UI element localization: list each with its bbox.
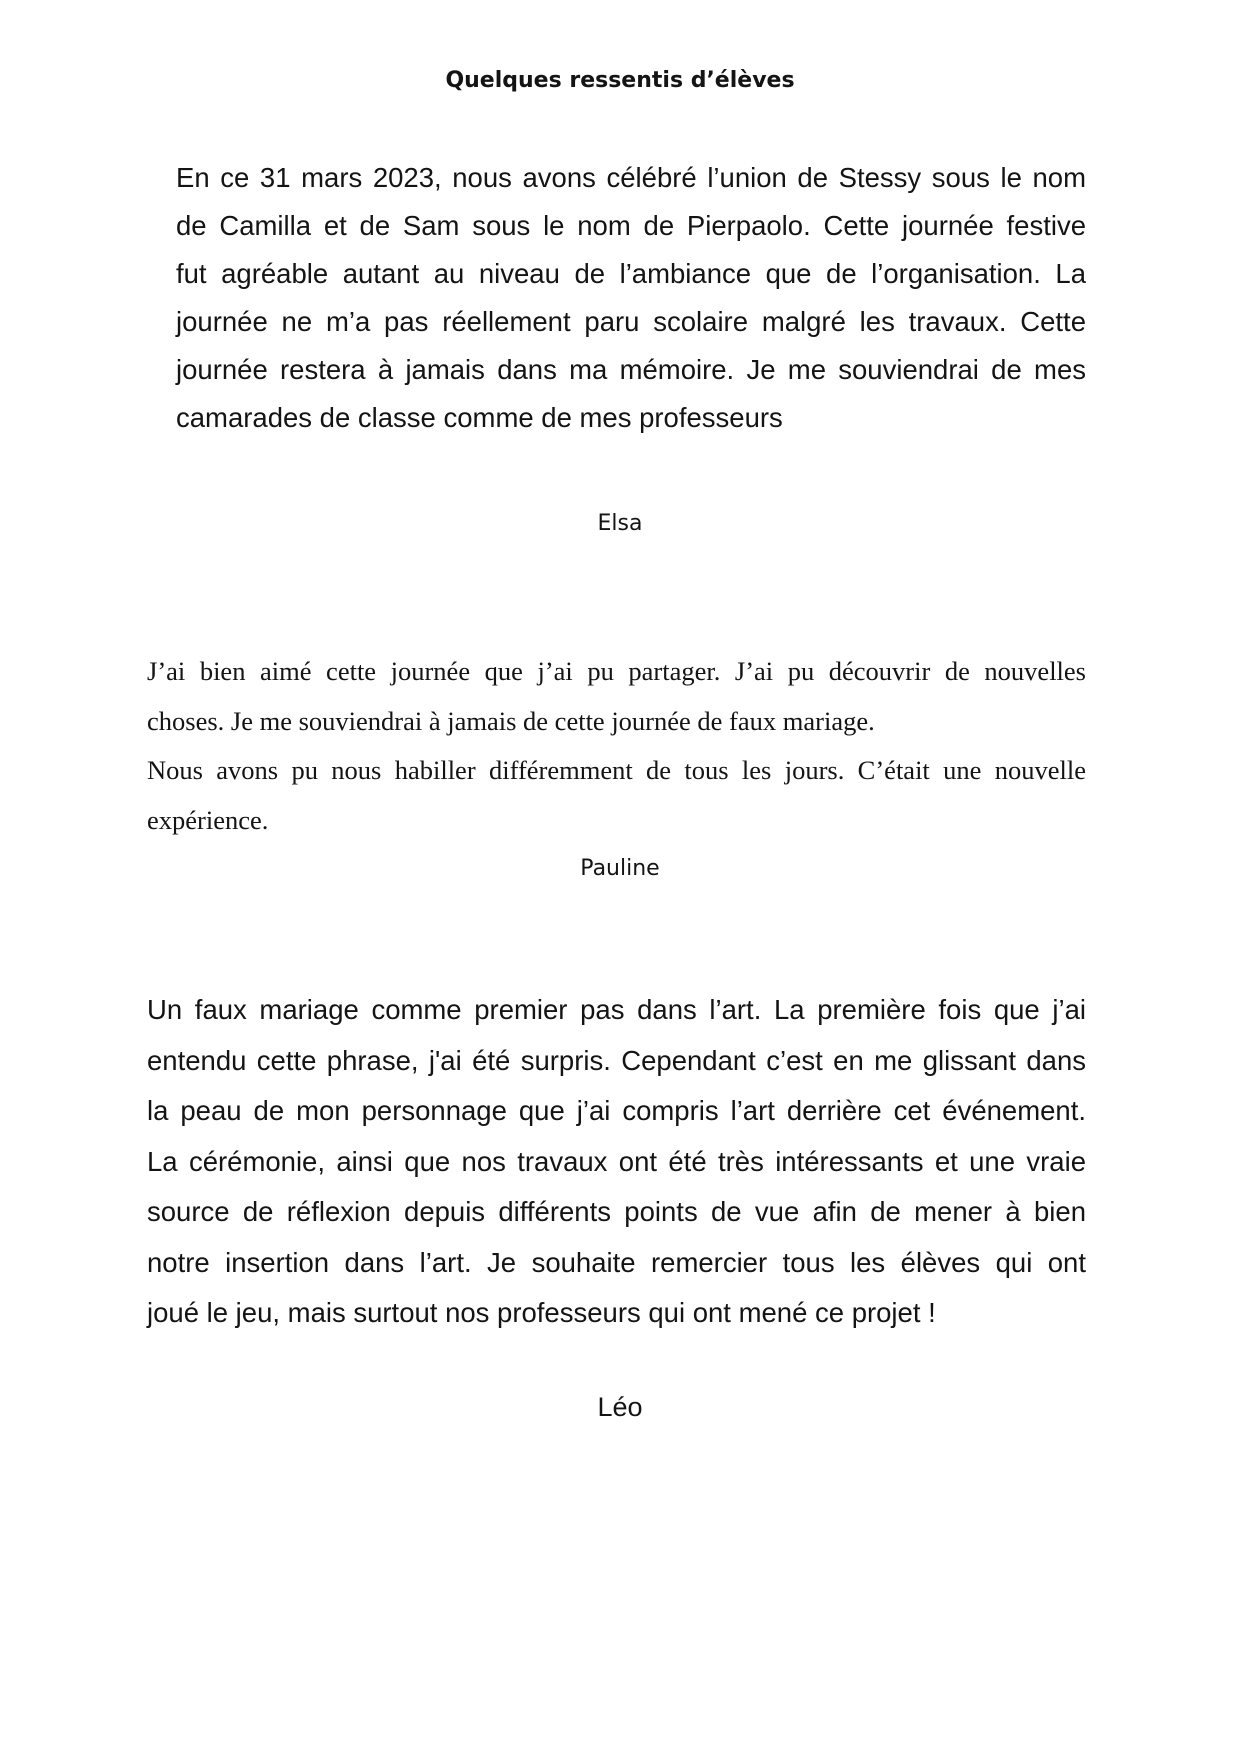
- text-line: journée restera à jamais dans ma mémoire. Je me souviendrai de mes: [176, 354, 1086, 385]
- page-title: Quelques ressentis d’élèves: [445, 68, 795, 93]
- text-line: journée ne m’a pas réellement paru scolaire malgré les travaux. Cette: [176, 306, 1086, 337]
- text-line: expérience.: [147, 804, 269, 835]
- testimony-pauline-text: [147, 647, 1086, 845]
- text-line: la peau de mon personnage que j’ai compris l’art derrière cet événement.: [147, 1095, 1086, 1126]
- author-signature-pauline: Pauline: [580, 856, 660, 881]
- text-line: Un faux mariage comme premier pas dans l’art. La première fois que j’ai: [147, 994, 1086, 1025]
- text-line: La cérémonie, ainsi que nos travaux ont été très intéressants et une vraie: [147, 1145, 1086, 1177]
- text-line: J’ai bien aimé cette journée que j’ai pu partager. J’ai pu découvrir de nouvelles: [147, 656, 1086, 686]
- text-line: entendu cette phrase, j'ai été surpris. Cependant c’est en me glissant dans: [147, 1044, 1086, 1076]
- text-line: camarades de classe comme de mes professeurs: [176, 402, 783, 433]
- author-signature-elsa: Elsa: [597, 511, 643, 536]
- text-line: notre insertion dans l’art. Je souhaite remercier tous les élèves qui ont: [147, 1246, 1086, 1278]
- text-line: de Camilla et de Sam sous le nom de Pierpaolo. Cette journée festive: [176, 210, 1086, 241]
- author-signature-leo: Léo: [597, 1392, 643, 1422]
- text-line: source de réflexion depuis différents points de vue afin de mener à bien: [147, 1196, 1086, 1227]
- text-line: fut agréable autant au niveau de l’ambiance que de l’organisation. La: [176, 258, 1086, 289]
- testimony-leo-text: [147, 985, 1086, 1385]
- text-line: Nous avons pu nous habiller différemment de tous les jours. C’était une nouvelle: [147, 755, 1086, 785]
- testimony-elsa-text: [176, 154, 1086, 442]
- text-line: En ce 31 mars 2023, nous avons célébré l’union de Stessy sous le nom: [176, 162, 1086, 193]
- text-line: choses. Je me souviendrai à jamais de cette journée de faux mariage.: [147, 705, 875, 736]
- text-line: joué le jeu, mais surtout nos professeurs qui ont mené ce projet !: [147, 1297, 936, 1328]
